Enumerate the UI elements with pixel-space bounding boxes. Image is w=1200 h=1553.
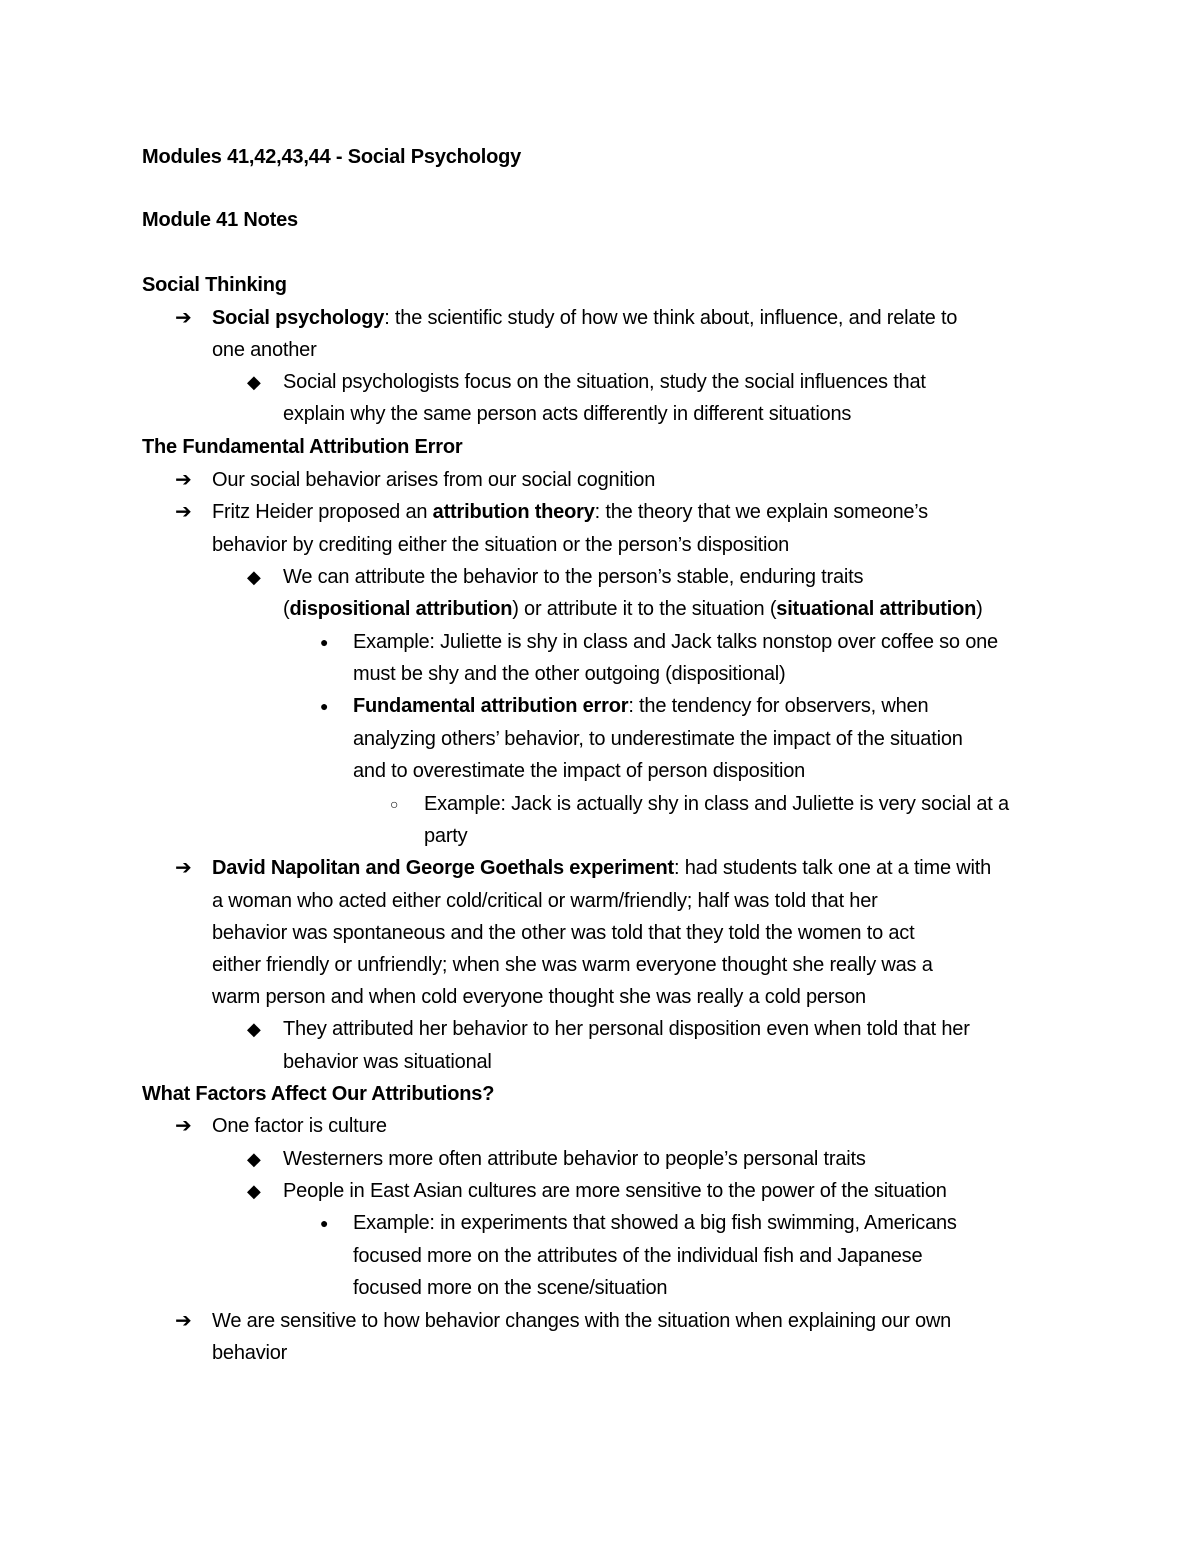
list-item: Our social behavior arises from our social cognition [212, 469, 656, 491]
diamond-bullet-icon: ◆ [247, 1181, 261, 1201]
list-item-continuation: party [424, 825, 468, 847]
arrow-bullet-icon: ➔ [175, 501, 192, 523]
term: David Napolitan and George Goethals experiment [212, 857, 675, 879]
diamond-bullet-icon: ◆ [247, 372, 261, 392]
list-item: We can attribute the behavior to the person’s stable, enduring traits [283, 566, 864, 588]
arrow-bullet-icon: ➔ [175, 1115, 192, 1137]
text: ( [283, 598, 290, 620]
text: ) [976, 598, 983, 620]
list-item-continuation: and to overestimate the impact of person disposition [353, 760, 806, 782]
term: Social psychology [212, 307, 385, 329]
list-item: Example: Jack is actually shy in class and Juliette is very social at a [424, 793, 1009, 815]
definition: : the theory that we explain someone’s [594, 501, 928, 523]
list-item-continuation: must be shy and the other outgoing (dispositional) [353, 663, 786, 685]
list-item-continuation: behavior [212, 1342, 288, 1364]
list-item: We are sensitive to how behavior changes with the situation when explaining our own [212, 1310, 952, 1332]
definition: : the tendency for observers, when [628, 695, 929, 717]
circle-bullet-icon: ○ [390, 796, 399, 812]
term: dispositional attribution [289, 598, 513, 620]
arrow-bullet-icon: ➔ [175, 469, 192, 491]
list-item: Westerners more often attribute behavior to people’s personal traits [283, 1148, 866, 1170]
section-heading-attribution-factors: What Factors Affect Our Attributions? [142, 1083, 495, 1105]
arrow-bullet-icon: ➔ [175, 307, 192, 329]
list-item-continuation [283, 597, 983, 621]
diamond-bullet-icon: ◆ [247, 567, 261, 587]
list-item-continuation: warm person and when cold everyone thought she was really a cold person [212, 986, 866, 1008]
term: situational attribution [776, 598, 977, 620]
list-item-continuation: behavior was spontaneous and the other was told that they told the women to act [212, 922, 915, 944]
list-item [212, 500, 928, 524]
dot-bullet-icon: ● [320, 634, 329, 650]
list-item [212, 856, 991, 880]
module-heading: Module 41 Notes [142, 209, 298, 231]
arrow-bullet-icon: ➔ [175, 1310, 192, 1332]
dot-bullet-icon: ● [320, 1215, 329, 1231]
definition: : had students talk one at a time with [674, 857, 992, 879]
list-item-continuation: a woman who acted either cold/critical or warm/friendly; half was told that her [212, 890, 878, 912]
section-heading-fundamental-attribution-error: The Fundamental Attribution Error [142, 436, 463, 458]
list-item [353, 694, 928, 718]
list-item-continuation: behavior by crediting either the situation or the person’s disposition [212, 534, 790, 556]
definition: : the scientific study of how we think about, influence, and relate to [384, 307, 958, 329]
list-item-continuation: focused more on the attributes of the individual fish and Japanese [353, 1245, 923, 1267]
list-item-continuation: analyzing others’ behavior, to underestimate the impact of the situation [353, 728, 963, 750]
document-title: Modules 41,42,43,44 - Social Psychology [142, 146, 522, 168]
dot-bullet-icon: ● [320, 698, 329, 714]
list-item: Social psychologists focus on the situation, study the social influences that [283, 371, 926, 393]
arrow-bullet-icon: ➔ [175, 857, 192, 879]
text: ) or attribute it to the situation ( [512, 598, 777, 620]
list-item-continuation: focused more on the scene/situation [353, 1277, 668, 1299]
list-item: People in East Asian cultures are more sensitive to the power of the situation [283, 1180, 947, 1202]
list-item: One factor is culture [212, 1115, 387, 1137]
section-heading-social-thinking: Social Thinking [142, 274, 287, 296]
diamond-bullet-icon: ◆ [247, 1019, 261, 1039]
list-item: Example: in experiments that showed a big fish swimming, Americans [353, 1212, 957, 1234]
text: Fritz Heider proposed an [212, 501, 433, 523]
term: Fundamental attribution error [353, 695, 629, 717]
list-item-continuation: behavior was situational [283, 1051, 492, 1073]
term: attribution theory [432, 501, 595, 523]
list-item: They attributed her behavior to her personal disposition even when told that her [283, 1018, 970, 1040]
list-item: Example: Juliette is shy in class and Jack talks nonstop over coffee so one [353, 631, 998, 653]
list-item-continuation: either friendly or unfriendly; when she was warm everyone thought she really was a [212, 954, 933, 976]
diamond-bullet-icon: ◆ [247, 1149, 261, 1169]
list-item [212, 306, 957, 330]
list-item-continuation: one another [212, 339, 317, 361]
list-item-continuation: explain why the same person acts differently in different situations [283, 403, 852, 425]
